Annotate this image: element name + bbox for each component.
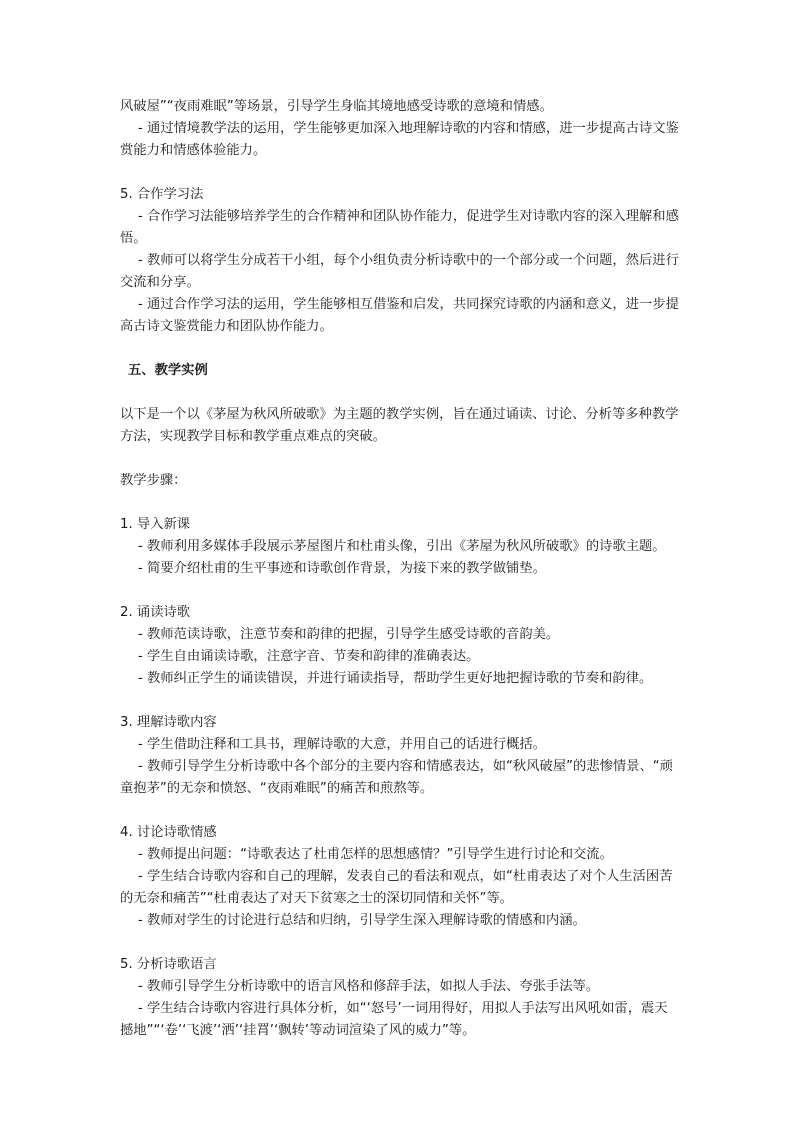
paragraph: - 合作学习法能够培养学生的合作精神和团队协作能力，促进学生对诗歌内容的深入理解和感悟。 [120, 209, 679, 246]
paragraph: 教学步骤： [120, 473, 187, 488]
blank-line [120, 162, 680, 184]
paragraph: - 教师纠正学生的诵读错误，并进行诵读指导，帮助学生更好地把握诗歌的节奏和韵律。 [138, 671, 653, 686]
paragraph: - 教师利用多媒体手段展示茅屋图片和杜甫头像，引出《茅屋为秋风所破歌》的诗歌主题。 [138, 539, 666, 554]
paragraph: - 学生结合诗歌内容和自己的理解，发表自己的看法和观点，如“杜甫表达了对个人生活困苦的无奈和痛苦”“杜甫表达了对天下贫寒之士的深切同情和关怀”等。 [120, 869, 673, 906]
paragraph: 4. 讨论诗歌情感 [120, 825, 217, 840]
paragraph: - 简要介绍杜甫的生平事迹和诗歌创作背景，为接下来的教学做铺垫。 [138, 561, 546, 576]
paragraph: - 教师范读诗歌，注意节奏和韵律的把握，引导学生感受诗歌的音韵美。 [138, 627, 560, 642]
paragraph: 2. 诵读诗歌 [120, 605, 191, 620]
paragraph: - 教师可以将学生分成若干小组，每个小组负责分析诗歌中的一个部分或一个问题，然后进行交流和分享。 [120, 253, 679, 290]
blank-line [120, 932, 680, 954]
paragraph: 3. 理解诗歌内容 [120, 715, 217, 730]
paragraph: - 教师引导学生分析诗歌中各个部分的主要内容和情感表达，如“秋风破屋”的悲惨情景、“顽童抱茅”的无奈和愤怒、“夜雨难眠”的痛苦和煎熬等。 [120, 759, 673, 796]
paragraph: - 教师对学生的讨论进行总结和归纳，引导学生深入理解诗歌的情感和内涵。 [138, 913, 586, 928]
paragraph: - 教师提出问题：“诗歌表达了杜甫怎样的思想感情？”引导学生进行讨论和交流。 [138, 847, 613, 862]
paragraph: 5. 分析诗歌语言 [120, 957, 217, 972]
document-body [120, 96, 680, 1042]
paragraph: - 学生自由诵读诗歌，注意字音、节奏和韵律的准确表达。 [138, 649, 480, 664]
paragraph: 以下是一个以《茅屋为秋风所破歌》为主题的教学实例，旨在通过诵读、讨论、分析等多种教学方法，实现教学目标和教学重点难点的突破。 [120, 407, 679, 444]
blank-line [120, 382, 680, 404]
blank-line [120, 580, 680, 602]
blank-line [120, 800, 680, 822]
blank-line [120, 690, 680, 712]
paragraph: - 通过合作学习法的运用，学生能够相互借鉴和启发，共同探究诗歌的内涵和意义，进一步提高古诗文鉴赏能力和团队协作能力。 [120, 297, 679, 334]
paragraph: - 通过情境教学法的运用，学生能够更加深入地理解诗歌的内容和情感，进一步提高古诗文鉴赏能力和情感体验能力。 [120, 121, 679, 158]
paragraph: - 教师引导学生分析诗歌中的语言风格和修辞手法，如拟人手法、夸张手法等。 [138, 979, 600, 994]
paragraph: - 学生结合诗歌内容进行具体分析，如“‘怒号’一词用得好，用拟人手法写出风吼如雷，震天撼地”“‘卷’‘飞渡’‘洒’‘挂罥’‘飘转’等动词渲染了风的威力”等。 [120, 1001, 668, 1038]
blank-line [120, 492, 680, 514]
paragraph: 风破屋”“夜雨难眠”等场景，引导学生身临其境地感受诗歌的意境和情感。 [120, 99, 553, 114]
paragraph: 1. 导入新课 [120, 517, 191, 532]
paragraph: - 学生借助注释和工具书，理解诗歌的大意，并用自己的话进行概括。 [138, 737, 546, 752]
blank-line [120, 448, 680, 470]
blank-line [120, 338, 680, 360]
section-heading: 五、教学实例 [128, 363, 208, 378]
paragraph: 5. 合作学习法 [120, 187, 204, 202]
